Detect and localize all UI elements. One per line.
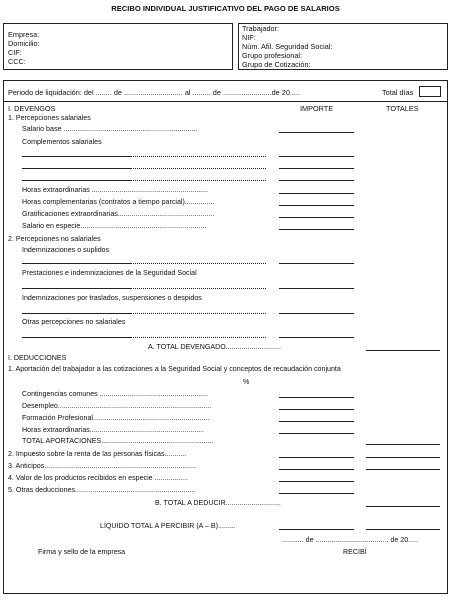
traslados-dots — [130, 313, 266, 314]
otras-deducciones-line — [279, 493, 354, 494]
traslados-line — [22, 313, 130, 314]
formacion-line — [279, 421, 354, 422]
anticipos-line — [279, 469, 354, 470]
horas-extra-line — [279, 193, 354, 194]
complemento-amount-2 — [279, 168, 354, 169]
recibi-label: RECIBÍ — [343, 548, 367, 556]
complemento-amount-1 — [279, 156, 354, 157]
indemnizaciones-dots — [130, 263, 266, 264]
grupo-profesional-label: Grupo profesional: — [242, 51, 303, 60]
percepciones-salariales-label: 1. Percepciones salariales — [8, 114, 91, 122]
salario-base-label: Salario base .................................................................... — [22, 125, 198, 133]
otras-percepciones-amount — [279, 337, 354, 338]
liquido-total-line — [366, 529, 440, 530]
anticipos-total-line — [366, 469, 440, 470]
otras-percepciones-dots — [130, 337, 266, 338]
complemento-amount-3 — [279, 180, 354, 181]
nif-label: NIF: — [242, 33, 256, 42]
document-title: RECIBO INDIVIDUAL JUSTIFICATIVO DEL PAGO DE SALARIOS — [111, 4, 340, 13]
total-aportaciones-line — [366, 444, 440, 445]
traslados-label: Indemnizaciones por traslados, suspensiones o despidos — [22, 294, 202, 302]
total-aportaciones-label: TOTAL APORTACIONES......................................................... — [22, 437, 214, 445]
salario-especie-label: Salario en especie................................................................ — [22, 222, 207, 230]
complementos-label: Complementos salariales — [22, 138, 102, 146]
indemnizaciones-line — [22, 263, 130, 264]
irpf-line — [279, 457, 354, 458]
prestaciones-amount — [279, 288, 354, 289]
productos-especie-line — [279, 481, 354, 482]
contingencias-line — [279, 397, 354, 398]
complemento-dots-2 — [130, 168, 266, 169]
gratificaciones-label: Gratificaciones extraordinarias................................................. — [22, 210, 215, 218]
total-dias-field[interactable] — [419, 86, 441, 97]
horas-extra-deduccion-label: Horas extraordinarias.......................................................... — [22, 426, 205, 434]
complemento-line-1 — [22, 156, 130, 157]
trabajador-label: Trabajador: — [242, 24, 280, 33]
ccc-label: CCC: — [8, 57, 26, 66]
grupo-cotizacion-label: Grupo de Cotización: — [242, 60, 311, 69]
prestaciones-dots — [130, 288, 266, 289]
salario-base-line — [279, 132, 354, 133]
cif-label: CIF: — [8, 48, 22, 57]
traslados-amount — [279, 313, 354, 314]
percepciones-no-salariales-label: 2. Percepciones no salariales — [8, 235, 101, 243]
anticipos-label: 3. Anticipos............................................................................. — [8, 462, 197, 470]
horas-complementarias-line — [279, 205, 354, 206]
period-divider — [3, 101, 448, 102]
contingencias-label: Contingencias comunes ....................................................... — [22, 390, 209, 398]
desempleo-label: Desempleo.............................................................................. — [22, 402, 212, 410]
total-devengado-label: A. TOTAL DEVENGADO............................ — [148, 343, 281, 351]
salario-especie-line — [279, 229, 354, 230]
percent-label: % — [243, 378, 250, 386]
desempleo-line — [279, 409, 354, 410]
empresa-label: Empresa: — [8, 30, 40, 39]
productos-especie-label: 4. Valor de los productos recibidos en especie ................. — [8, 474, 189, 482]
otras-percepciones-label: Otras percepciones no salariales — [22, 318, 126, 326]
period-text: Periodo de liquidación: del ........ de ............................. al ......... de ........................de 20..... — [8, 88, 301, 97]
indemnizaciones-amount — [279, 263, 354, 264]
liquido-label: LÍQUIDO TOTAL A PERCIBIR (A – B)......... — [100, 522, 236, 530]
importe-heading: IMPORTE — [300, 104, 334, 113]
prestaciones-label: Prestaciones e indemnizaciones de la Seguridad Social — [22, 269, 197, 277]
total-deducir-line — [366, 506, 440, 507]
indemnizaciones-label: Indemnizaciones o suplidos — [22, 246, 110, 254]
total-dias-label: Total días — [382, 88, 414, 97]
domicilio-label: Domicilio: — [8, 39, 40, 48]
complemento-dots-3 — [130, 180, 266, 181]
otras-deducciones-label: 5. Otras deducciones............................................................. — [8, 486, 196, 494]
firma-label: Firma y sello de la empresa — [38, 548, 126, 556]
fecha-line: ........... de ..................................... de 20..... — [282, 536, 419, 544]
otras-percepciones-line — [22, 337, 130, 338]
horas-extra-deduccion-line — [279, 433, 354, 434]
complemento-dots-1 — [130, 156, 266, 157]
liquido-importe-line — [279, 529, 354, 530]
totales-heading: TOTALES — [386, 104, 419, 113]
formacion-label: Formación Profesional........................................................... — [22, 414, 210, 422]
devengos-heading: I. DEVENGOS — [8, 104, 56, 113]
horas-complementarias-label: Horas complementarias (contratos a tiempo parcial)............... — [22, 198, 215, 206]
horas-extra-label: Horas extraordinarias ........................................................... — [22, 186, 209, 194]
complemento-line-2 — [22, 168, 130, 169]
prestaciones-line — [22, 288, 130, 289]
total-devengado-line — [366, 350, 440, 351]
afiliacion-label: Núm. Afil. Seguridad Social: — [242, 42, 333, 51]
total-deducir-label: B. TOTAL A DEDUCIR............................ — [155, 499, 281, 507]
gratificaciones-line — [279, 217, 354, 218]
aportacion-label: 1. Aportación del trabajador a las cotizaciones a la Seguridad Social y conceptos de recaudación conjunta — [8, 365, 341, 373]
deducciones-heading: I. DEDUCCIONES — [8, 354, 67, 362]
complemento-line-3 — [22, 180, 130, 181]
irpf-total-line — [366, 457, 440, 458]
irpf-label: 2. Impuesto sobre la renta de las personas físicas........... — [8, 450, 187, 458]
